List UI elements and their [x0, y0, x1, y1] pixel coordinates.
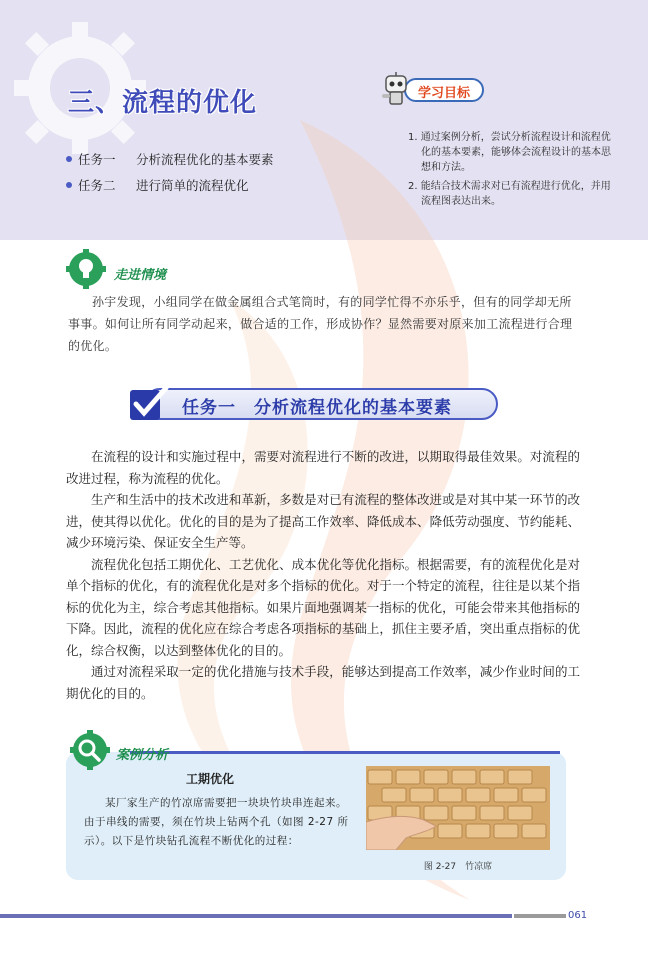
task1-body	[66, 446, 580, 704]
robot-icon	[380, 72, 414, 108]
situation-paragraph: 孙宇发现，小组同学在做金属组合式笔筒时，有的同学忙得不亦乐乎，但有的同学却无所事事。如何让所有同学动起来，做合适的工作，形成协作？显然需要对原来加工流程进行合理的优化。	[68, 295, 573, 353]
learning-goal-item: 2. 能结合技术需求对已有流程进行优化，并用流程图表达出来。	[408, 181, 611, 207]
checkmark-icon	[128, 384, 170, 424]
chapter-task-list	[66, 146, 274, 198]
task-text: 分析流程优化的基本要素	[136, 152, 274, 167]
bullet-icon	[66, 156, 72, 162]
case-title: 工期优化	[186, 772, 235, 786]
situation-text	[68, 291, 578, 357]
case-paragraph: 某厂家生产的竹凉席需要把一块块竹块串连起来。由于串线的需要，须在竹块上钻两个孔（如图 2-27 所示）。以下是竹块钻孔流程不断优化的过程：	[84, 797, 349, 847]
body-paragraph: 生产和生活中的技术改进和革新，多数是对已有流程的整体改进或是对其中某一环节的改进，使其得以优化。优化的目的是为了提高工作效率、降低成本、降低劳动强度、节约能耗、减少环境污染、保证安全生产等。	[66, 492, 580, 550]
chapter-task-item	[66, 146, 274, 172]
case-analysis-icon	[70, 730, 110, 770]
task-number: 任务二	[78, 178, 116, 193]
task-number: 任务一	[78, 152, 116, 167]
lightbulb-gear-icon	[66, 249, 106, 289]
learning-goal-item: 1. 通过案例分析，尝试分析流程设计和流程优化的基本要素，能够体会流程设计的基本思想和方法。	[408, 132, 611, 173]
body-paragraph: 通过对流程采取一定的优化措施与技术手段，能够达到提高工作效率，减少作业时间的工期优化的目的。	[66, 664, 580, 701]
page-number: 061	[568, 910, 588, 921]
case-analysis-label: 案例分析	[116, 748, 169, 763]
learning-goals-label: 学习目标	[417, 86, 470, 101]
situation-label: 走进情境	[114, 268, 167, 283]
learning-goals-badge	[380, 72, 486, 106]
chapter-task-item	[66, 172, 274, 198]
footer-rule-grey	[514, 914, 566, 918]
body-paragraph: 流程优化包括工期优化、工艺优化、成本优化等优化指标。根据需要，有的流程优化是对单个指标的优化，有的流程优化是对多个指标的优化。对于一个特定的流程，往往是以某个指标的优化为主，综合考虑其他指标。如果片面地强调某一指标的优化，可能会带来其他指标的下降。因此，流程的优化应在综合考虑各项指标的基础上，抓住主要矛盾，突出重点指标的优化，综合权衡，以达到整体优化的目的。	[66, 556, 580, 658]
body-paragraph: 在流程的设计和实施过程中，需要对流程进行不断的改进，以期取得最佳效果。对流程的改进过程，称为流程的优化。	[66, 449, 580, 486]
bullet-icon	[66, 182, 72, 188]
task1-banner	[128, 384, 500, 424]
case-text	[84, 794, 354, 851]
learning-goals-list	[408, 130, 618, 213]
learning-goals-pill	[404, 78, 484, 102]
chapter-title: 三、流程的优化	[68, 88, 258, 118]
task-text: 进行简单的流程优化	[136, 178, 249, 193]
footer-rule	[0, 914, 512, 918]
figure-caption: 图 2-27 竹凉席	[423, 862, 493, 872]
bamboo-mat-photo	[366, 766, 550, 850]
task1-banner-label: 任务一 分析流程优化的基本要素	[182, 398, 452, 418]
case-study-rule	[130, 751, 560, 754]
